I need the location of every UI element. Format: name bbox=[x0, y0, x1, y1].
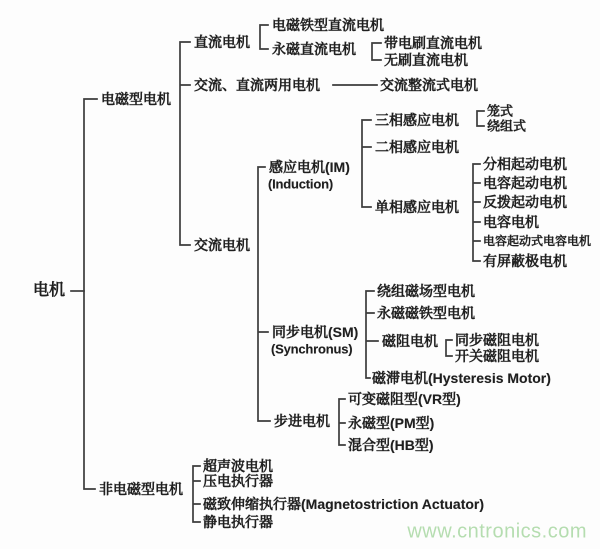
node-stepper-motor: 步进电机 bbox=[274, 413, 330, 429]
pm-dc-bracket-line bbox=[372, 43, 381, 60]
node-ac-dc-dual-motor: 交流、直流两用电机 bbox=[194, 77, 320, 93]
node-piezoelectric-actuator: 压电执行器 bbox=[203, 473, 273, 489]
node-capacitor-start-motor: 电容起动电机 bbox=[483, 175, 567, 191]
node-wound-field-motor: 绕组磁场型电机 bbox=[377, 283, 475, 299]
node-hb-type-stepper: 混合型(HB型) bbox=[348, 437, 434, 453]
induction-bracket-line bbox=[362, 120, 371, 207]
non-electromagnetic-bracket-line bbox=[193, 466, 200, 522]
node-switched-reluctance-motor: 开关磁阻电机 bbox=[455, 348, 539, 364]
node-capacitor-motor: 电容电机 bbox=[483, 214, 539, 230]
node-dc-motor: 直流电机 bbox=[194, 34, 250, 50]
node-non-electromagnetic-motor: 非电磁型电机 bbox=[99, 481, 183, 497]
node-capacitor-start-capacitor-run-motor: 电容起动式电容电机 bbox=[483, 234, 592, 248]
node-induction-motor: 感应电机(IM) bbox=[269, 159, 350, 175]
node-vr-type-stepper: 可变磁阻型(VR型) bbox=[348, 391, 461, 407]
node-pm-dc-motor: 永磁直流电机 bbox=[272, 41, 356, 57]
node-ac-motor: 交流电机 bbox=[194, 237, 250, 253]
node-synchronous-motor-en: (Synchronus) bbox=[271, 341, 353, 357]
node-electromagnet-dc-motor: 电磁铁型直流电机 bbox=[272, 17, 384, 33]
node-pm-type-stepper: 永磁型(PM型) bbox=[348, 415, 435, 431]
dc-bracket-line bbox=[260, 25, 268, 49]
node-magnetostriction-actuator: 磁致伸缩执行器(Magnetostriction Actuator) bbox=[203, 496, 485, 512]
level1-bracket-line bbox=[84, 99, 97, 489]
node-brushless-dc-motor: 无刷直流电机 bbox=[384, 52, 468, 68]
node-split-phase-start-motor: 分相起动电机 bbox=[483, 156, 567, 172]
node-ultrasonic-motor: 超声波电机 bbox=[203, 458, 273, 474]
node-electromagnetic-motor: 电磁型电机 bbox=[101, 91, 171, 107]
node-two-phase-induction-motor: 二相感应电机 bbox=[375, 139, 459, 155]
watermark: www.cntronics.com bbox=[407, 520, 587, 543]
node-wound-type: 绕组式 bbox=[487, 118, 527, 134]
node-electrostatic-actuator: 静电执行器 bbox=[203, 514, 273, 530]
node-induction-motor-en: (Induction) bbox=[268, 176, 333, 192]
electromagnetic-bracket-line bbox=[180, 42, 190, 245]
node-motor: 电机 bbox=[33, 282, 66, 299]
stepper-bracket-line bbox=[339, 399, 345, 445]
node-cage-type: 笼式 bbox=[487, 103, 514, 119]
node-synchronous-reluctance-motor: 同步磁阻电机 bbox=[455, 332, 539, 348]
node-brushed-dc-motor: 带电刷直流电机 bbox=[384, 35, 482, 51]
node-single-phase-induction-motor: 单相感应电机 bbox=[375, 199, 459, 215]
single-phase-bracket-line bbox=[473, 164, 480, 261]
node-synchronous-motor: 同步电机(SM) bbox=[272, 324, 359, 340]
three-phase-bracket-line bbox=[477, 111, 484, 126]
node-three-phase-induction-motor: 三相感应电机 bbox=[375, 112, 459, 128]
node-repulsion-start-motor: 反拨起动电机 bbox=[483, 194, 567, 210]
node-reluctance-motor: 磁阻电机 bbox=[382, 333, 438, 349]
node-pm-magnet-motor: 永磁磁铁型电机 bbox=[377, 305, 475, 321]
ac-bracket-line bbox=[258, 167, 270, 421]
node-shaded-pole-motor: 有屏蔽极电机 bbox=[483, 253, 567, 269]
node-ac-commutator-motor: 交流整流式电机 bbox=[380, 77, 478, 93]
reluctance-bracket-line bbox=[446, 340, 452, 356]
node-hysteresis-motor: 磁滞电机(Hysteresis Motor) bbox=[372, 370, 551, 386]
